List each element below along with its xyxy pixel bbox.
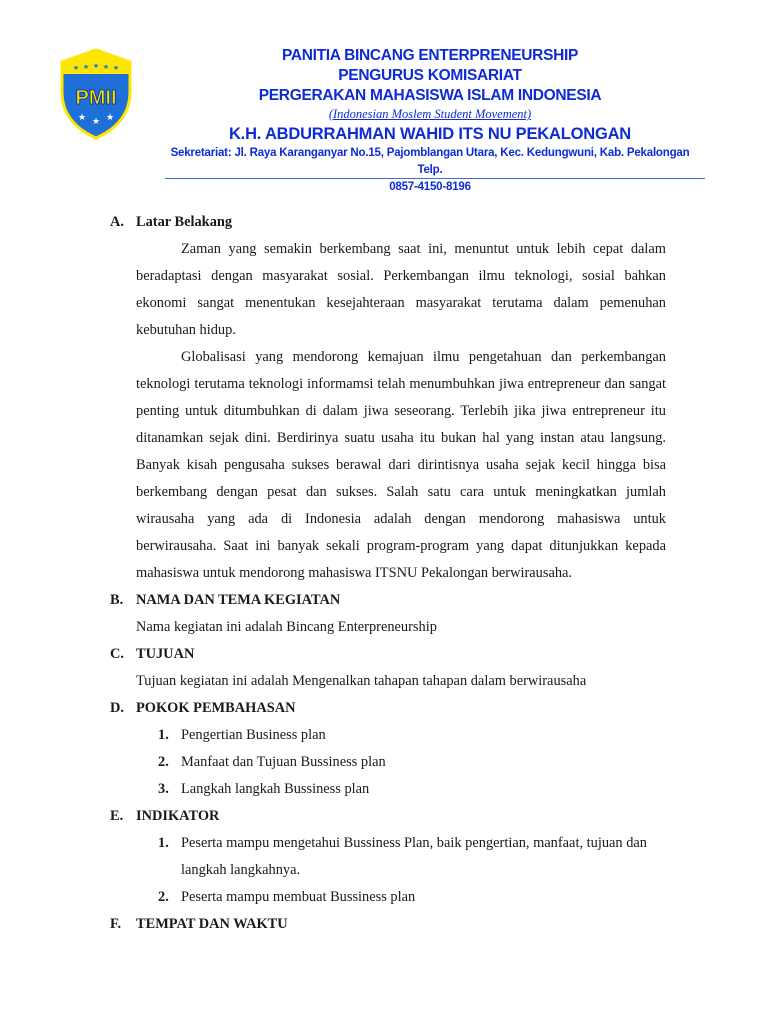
section-title: TUJUAN [136,646,195,662]
list-item [158,749,666,776]
section-letter: D. [110,700,124,716]
organization-english-name: (Indonesian Moslem Student Movement) [328,107,532,121]
svg-text:★: ★ [91,117,101,127]
list-item [158,884,666,911]
committee-name: PANITIA BINCANG ENTERPRENEURSHIP [281,47,579,64]
svg-text:★: ★ [105,113,115,123]
section-title: Latar Belakang [136,214,233,230]
section-letter: B. [110,592,124,608]
section-b-heading [110,587,666,614]
list-number: 1. [158,727,169,743]
section-d-heading [110,695,666,722]
section-c-text: Tujuan kegiatan ini adalah Mengenalkan tahapan tahapan dalam berwirausaha [136,673,587,689]
list-item [158,776,666,803]
letterhead [0,0,768,193]
svg-text:★: ★ [72,64,80,72]
secretariat-address: Sekretariat: Jl. Raya Karanganyar No.15, Pajomblangan Utara, Kec. Kedungwuni, Kab. Pekalongan Telp. [170,147,690,176]
section-f-heading [110,911,666,938]
section-e-heading [110,803,666,830]
list-text: Pengertian Business plan [181,727,326,743]
section-letter: F. [110,916,122,932]
list-item [158,830,666,884]
commissariat-name: K.H. ABDURRAHMAN WAHID ITS NU PEKALONGAN [228,125,632,143]
board-name: PENGURUS KOMISARIAT [338,67,522,84]
svg-text:★: ★ [82,63,90,71]
section-letter: C. [110,646,124,662]
paragraph: Zaman yang semakin berkembang saat ini, menuntut untuk lebih cepat dalam beradaptasi dengan masyarakat sosial. Perkembangan ilmu teknologi, sosial bahkan ekonomi sangat menentukan kesejahteraan masyarakat terutama dalam pemenuhan kebutuhan hidup. [136,241,666,338]
logo-text: PMII [75,87,117,109]
section-title: INDIKATOR [136,808,220,824]
section-a-heading [110,209,666,236]
section-letter: A. [110,214,124,230]
list-text: Manfaat dan Tujuan Bussiness plan [181,754,386,770]
phone-number: 0857-4150-8196 [389,181,471,193]
list-text: Peserta mampu membuat Bussiness plan [181,889,416,905]
svg-text:★: ★ [102,63,110,71]
list-item [158,722,666,749]
list-number: 1. [158,835,169,851]
list-number: 3. [158,781,169,797]
document-body [110,209,666,938]
list-text: Peserta mampu mengetahui Bussiness Plan, baik pengertian, manfaat, tujuan dan langkah langkahnya. [181,835,647,878]
letterhead-text [165,46,695,196]
section-title: TEMPAT DAN WAKTU [136,916,288,932]
section-title: POKOK PEMBAHASAN [136,700,296,716]
paragraph: Globalisasi yang mendorong kemajuan ilmu pengetahuan dan perkembangan teknologi terutama teknologi informamsi telah menumbuhkan jiwa entrepreneur dan sangat penting untuk ditumbuhkan di dalam jiwa seseorang. Terlebih jika jiwa entrepreneur itu ditanamkan sejak dini. Berdirinya suatu usaha itu bukan hal yang instan atau langsung. Banyak kisah pengusaha sukses berawal dari dirintisnya usaha sejak kecil hingga bisa berkembang dengan pesat dan sukses. Salah satu cara untuk meningkatkan jumlah wirausaha yang ada di Indonesia adalah dengan mendorong mahasiswa untuk berwirausaha. Saat ini banyak sekali program-program yang dapat ditunjukkan kepada mahasiswa untuk mendorong mahasiswa ITSNU Pekalongan berwirausaha. [136,349,666,581]
list-number: 2. [158,889,169,905]
organization-name: PERGERAKAN MAHASISWA ISLAM INDONESIA [258,87,602,104]
svg-text:★: ★ [77,113,87,123]
letterhead-divider [165,178,705,179]
section-c-heading [110,641,666,668]
list-text: Langkah langkah Bussiness plan [181,781,370,797]
svg-text:★: ★ [112,64,120,72]
pmii-logo [56,44,136,140]
svg-text:★: ★ [92,62,100,70]
list-number: 2. [158,754,169,770]
section-title: NAMA DAN TEMA KEGIATAN [136,592,341,608]
section-b-text: Nama kegiatan ini adalah Bincang Enterpreneurship [136,619,437,635]
section-letter: E. [110,808,124,824]
